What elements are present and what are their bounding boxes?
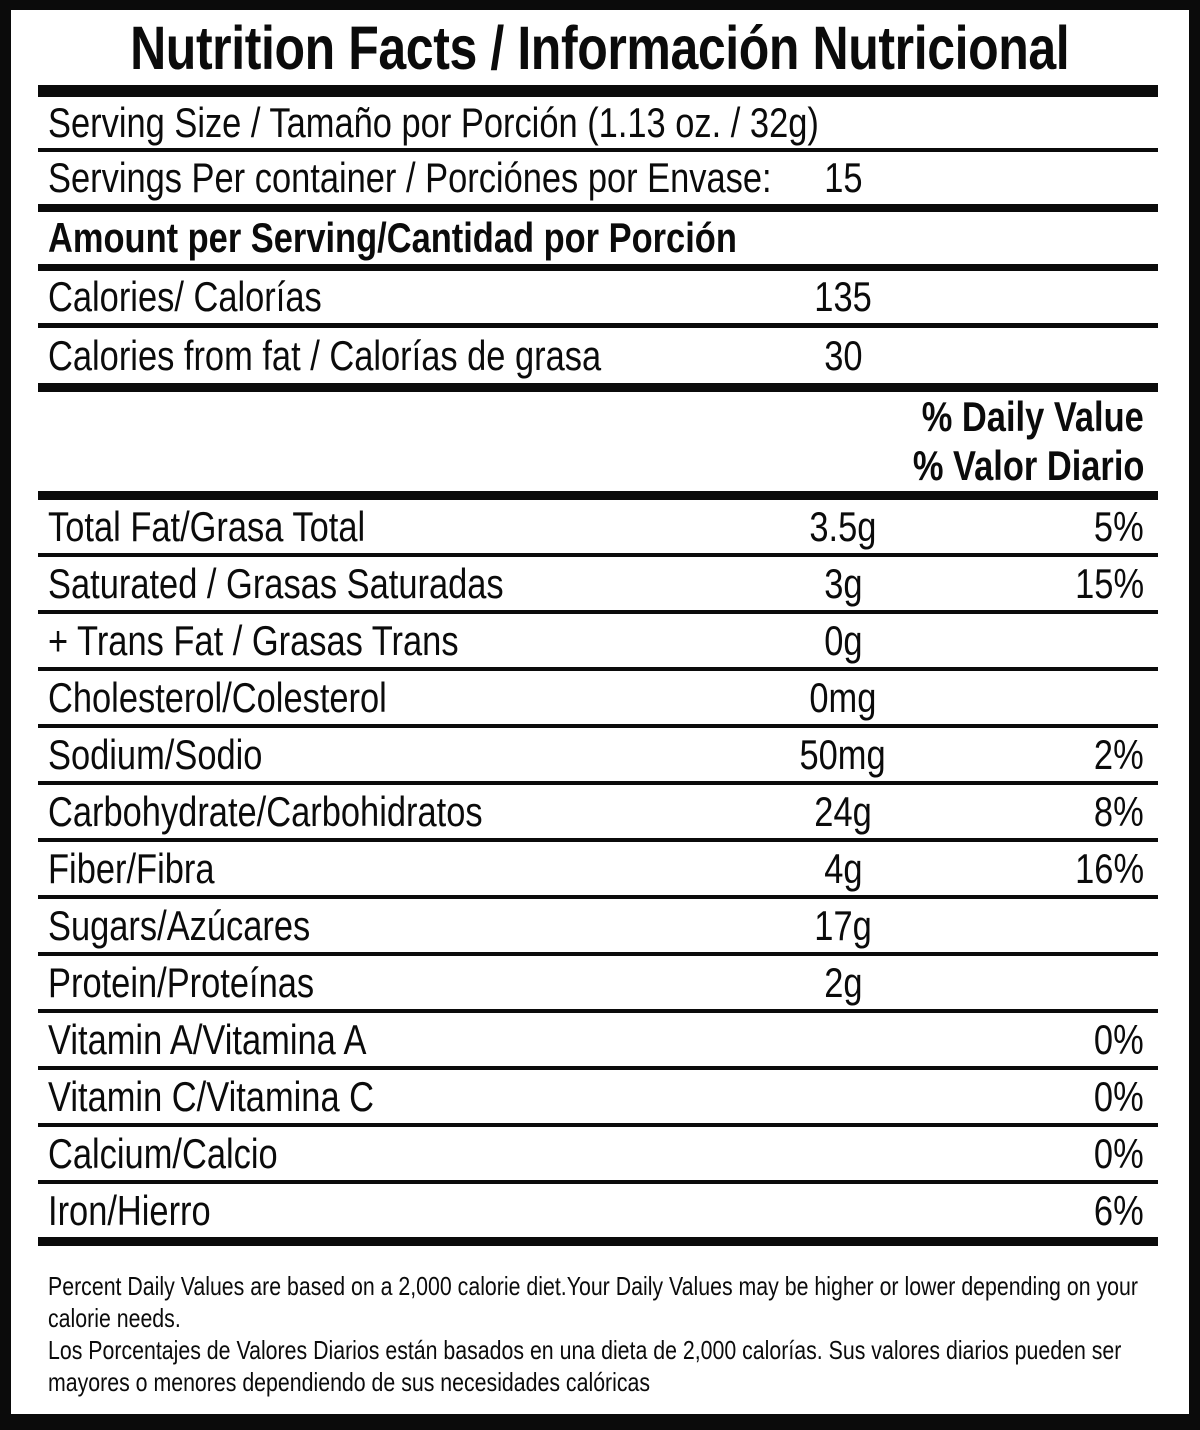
- nutrient-row-iron: [38, 1184, 1158, 1246]
- servings-per-container-row: [38, 152, 1158, 212]
- calories-value-cell: [698, 273, 988, 321]
- nutrient-label: Vitamin C/Vitamina C: [48, 1072, 375, 1120]
- nutrient-label: Sodium/Sodio: [48, 730, 263, 778]
- nutrient-amount: 0mg: [809, 673, 877, 721]
- nutrient-row-carbohydrate: [38, 785, 1158, 842]
- nutrient-daily-value-cell: [1060, 560, 1144, 608]
- amount-per-serving-header-row: [38, 212, 1158, 271]
- daily-value-header-es: % Valor Diario: [912, 442, 1144, 489]
- nutrient-label: + Trans Fat / Grasas Trans: [48, 616, 459, 664]
- nutrient-amount: 17g: [814, 901, 872, 949]
- footnote-line: [48, 1366, 1158, 1398]
- footnote-line: [48, 1302, 1158, 1334]
- nutrient-amount-cell: [698, 1073, 988, 1121]
- nutrient-amount: 3.5g: [809, 502, 877, 550]
- servings-per-container-value-cell: [698, 154, 988, 202]
- footnote: [38, 1246, 1158, 1398]
- calories-row: [38, 271, 1158, 328]
- nutrient-amount: 50mg: [799, 730, 887, 778]
- daily-value-header-en: % Daily Value: [921, 393, 1144, 440]
- nutrient-row-trans-fat: [38, 614, 1158, 671]
- nutrient-daily-value-cell: [1083, 1130, 1144, 1178]
- nutrient-label: Saturated / Grasas Saturadas: [48, 559, 504, 607]
- footnote-line: [48, 1334, 1158, 1366]
- footnote-line-text: calorie needs.: [48, 1303, 181, 1333]
- nutrient-label: Fiber/Fibra: [48, 844, 215, 892]
- nutrient-amount-cell: [698, 617, 988, 665]
- nutrient-row-sugars: [38, 899, 1158, 956]
- nutrient-daily-value-cell: [1083, 1073, 1144, 1121]
- nutrient-amount: 24g: [814, 787, 872, 835]
- nutrient-amount-cell: [698, 1130, 988, 1178]
- nutrient-label: Carbohydrate/Carbohidratos: [48, 787, 483, 835]
- serving-size-row: [38, 97, 1158, 152]
- title-divider-bar: [38, 85, 1158, 97]
- nutrient-amount-cell: [698, 959, 988, 1007]
- nutrient-row-saturated-fat: [38, 557, 1158, 614]
- nutrient-amount-cell: [698, 845, 988, 893]
- calories-from-fat-value: 30: [823, 331, 863, 379]
- nutrient-amount-cell: [698, 1187, 988, 1235]
- nutrient-label: Calcium/Calcio: [48, 1129, 278, 1177]
- nutrient-daily-value: 5%: [1094, 502, 1144, 550]
- nutrient-amount: 2g: [823, 958, 863, 1006]
- nutrient-row-cholesterol: [38, 671, 1158, 728]
- serving-size-label: Serving Size / Tamaño por Porción (1.13 oz. / 32g): [48, 98, 819, 146]
- nutrient-amount: 3g: [823, 559, 863, 607]
- nutrient-row-vitamin-a: [38, 1013, 1158, 1070]
- nutrient-amount-cell: [698, 674, 988, 722]
- nutrient-amount: 0g: [823, 616, 863, 664]
- nutrient-row-vitamin-c: [38, 1070, 1158, 1127]
- nutrient-daily-value: 16%: [1075, 844, 1144, 892]
- amount-per-serving-header: Amount per Serving/Cantidad por Porción: [48, 214, 737, 261]
- footnote-line-text: mayores o menores dependiendo de sus necesidades calóricas: [48, 1367, 651, 1397]
- nutrient-label: Iron/Hierro: [48, 1186, 211, 1234]
- footnote-line-text: Los Porcentajes de Valores Diarios están basados en una dieta de 2,000 calorías. Sus valores diarios pueden ser: [48, 1335, 1122, 1365]
- nutrient-daily-value-cell: [1083, 788, 1144, 836]
- nutrient-label: Protein/Proteínas: [48, 958, 315, 1006]
- nutrient-daily-value: 2%: [1094, 730, 1144, 778]
- nutrient-daily-value-cell: [1083, 1187, 1144, 1235]
- nutrient-daily-value: 8%: [1094, 787, 1144, 835]
- nutrient-label: Sugars/Azúcares: [48, 901, 311, 949]
- footnote-line: [48, 1270, 1158, 1302]
- nutrient-row-protein: [38, 956, 1158, 1013]
- nutrient-daily-value: 6%: [1094, 1186, 1144, 1234]
- daily-value-header: [38, 392, 1158, 500]
- nutrient-daily-value-cell: [1060, 845, 1144, 893]
- calories-from-fat-row: [38, 328, 1158, 392]
- nutrient-daily-value-cell: [1083, 1016, 1144, 1064]
- nutrient-daily-value: 0%: [1094, 1129, 1144, 1177]
- page-title: Nutrition Facts / Información Nutricional: [130, 13, 1070, 82]
- calories-from-fat-value-cell: [698, 332, 988, 380]
- nutrient-amount-cell: [698, 788, 988, 836]
- nutrient-daily-value: 0%: [1094, 1072, 1144, 1120]
- nutrient-row-fiber: [38, 842, 1158, 899]
- nutrient-row-total-fat: [38, 500, 1158, 557]
- nutrient-amount-cell: [698, 1016, 988, 1064]
- nutrient-amount-cell: [698, 560, 988, 608]
- servings-per-container-value: 15: [823, 154, 863, 201]
- nutrient-amount-cell: [698, 902, 988, 950]
- nutrient-daily-value: 0%: [1094, 1015, 1144, 1063]
- label-title-row: [11, 10, 1189, 85]
- footnote-line-text: Percent Daily Values are based on a 2,000 calorie diet.Your Daily Values may be higher or lower depending on your: [48, 1271, 1138, 1301]
- nutrient-amount-cell: [698, 731, 988, 779]
- nutrient-label: Vitamin A/Vitamina A: [48, 1015, 367, 1063]
- calories-value: 135: [814, 273, 872, 320]
- nutrient-amount-cell: [698, 503, 988, 551]
- nutrient-daily-value-cell: [1083, 731, 1144, 779]
- nutrient-amount: 4g: [823, 844, 863, 892]
- nutrient-row-sodium: [38, 728, 1158, 785]
- label-body: [11, 85, 1189, 1398]
- nutrient-row-calcium: [38, 1127, 1158, 1184]
- calories-label: Calories/ Calorías: [48, 273, 322, 320]
- nutrient-label: Cholesterol/Colesterol: [48, 673, 387, 721]
- nutrient-label: Total Fat/Grasa Total: [48, 502, 366, 550]
- calories-from-fat-label: Calories from fat / Calorías de grasa: [48, 331, 602, 379]
- servings-per-container-label: Servings Per container / Porciónes por Envase:: [48, 154, 772, 201]
- nutrient-daily-value-cell: [1083, 503, 1144, 551]
- nutrient-daily-value: 15%: [1075, 559, 1144, 607]
